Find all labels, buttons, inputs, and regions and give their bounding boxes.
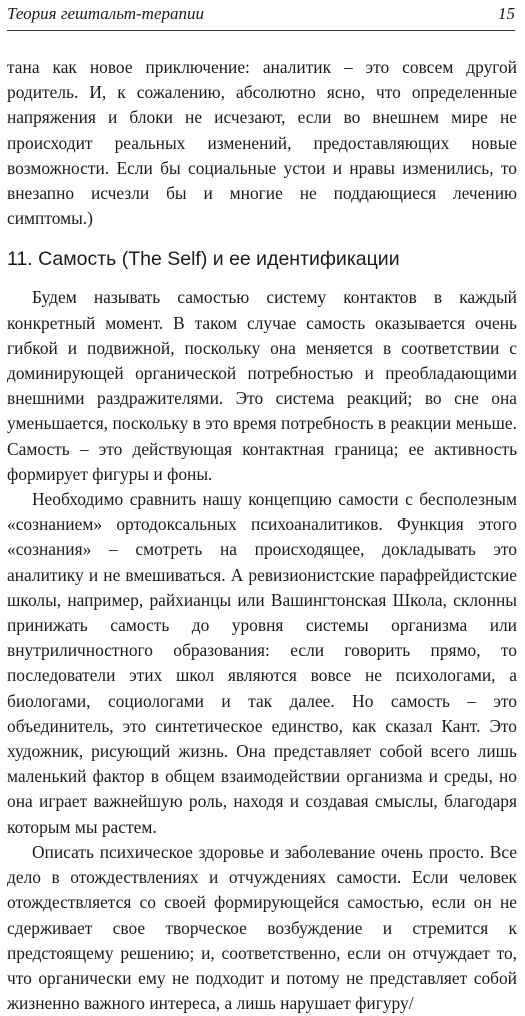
continuation-paragraph: тана как новое приключение: аналитик – это совсем другой родитель. И, к сожалению, абсолютно ясно, что определенные напряжения и блоки не исчезают, если во внешнем мире не происходит реальных изменений, предоставляющих новые возможности. Если бы социальные устои и нравы изменились, то внезапно исчезли бы и многие не поддающиеся лечению симптомы.) — [7, 57, 517, 229]
paragraph: Будем называть самостью систему контактов в каждый конкретный момент. В таком случае самость оказывается очень гибкой и подвижной, поскольку она меняется в соответствии с доминирующей органической потребностью и преобладающими внешними раздражителями. Это система реакций; во сне она уменьшается, поскольку в это время потребность в реакции меньше. Самость – это действующая контактная граница; ее активность формирует фигуры и фоны. — [7, 287, 517, 484]
paragraph: Необходимо сравнить нашу концепцию самости с бесполезным «сознанием» ортодоксальных психоаналитиков. Функция этого «сознания» – смотреть на происходящее, докладывать это аналитику и не вмешиваться. А ревизионистские парафрейдистские школы, например, райхианцы или Вашингтонская Школа, склонны принижать самость до уровня системы организма или внутриличностного образования: если говорить прямо, то последователи этих школ являются вовсе не психологами, а биологами, социологами и так далее. Но самость – это объединитель, это синтетическое единство, как сказал Кант. Это художник, рисующий жизнь. Она представляет собой всего лишь маленький фактор в общем взаимодействии организма и среды, но она играет важнейшую роль, находя и создавая смыслы, благодаря которым мы растем. — [7, 489, 517, 837]
running-title: Теория гештальт-терапии — [7, 4, 204, 23]
running-header — [7, 3, 515, 31]
section-heading: 11. Самость (The Self) и ее идентификации — [7, 248, 400, 271]
page-number: 15 — [498, 4, 515, 23]
page-body — [7, 55, 517, 1016]
paragraph: Описать психическое здоровье и заболевание очень просто. Все дело в отождествлениях и отчуждениях самости. Если человек отождествляется со своей формирующейся самостью, если он не сдерживает свое творческое возбуждение и стремится к предстоящему решению; и, соответственно, если он отчуждает то, что органически ему не подходит и потому не представляет собой жизненно важного интереса, а лишь нарушает фигуру/ — [7, 841, 517, 1014]
